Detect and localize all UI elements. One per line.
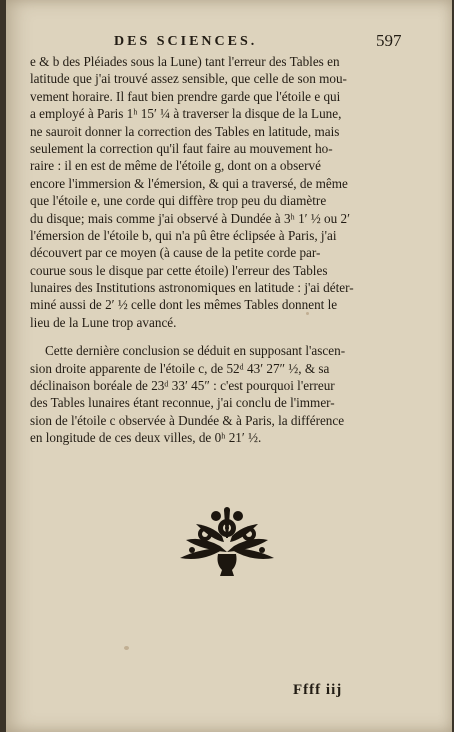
text-line: ne sauroit donner la correction des Tables en latitude, mais [30,123,340,139]
text-line: que l'étoile e, une corde qui diffère trop peu du diamètre [30,193,327,209]
text-line: du disque; mais comme j'ai observé à Dundée à 3ʰ 1′ ½ ou 2′ [30,210,351,226]
text-line: sion droite apparente de l'étoile c, de 52ᵈ 43′ 27″ ½, & sa [30,360,330,376]
text-line: e & b des Pléiades sous la Lune) tant l'erreur des Tables en [30,54,340,69]
text-line: en longitude de ces deux villes, de 0ʰ 21′ ½. [30,430,262,446]
floral-vase-ornament-icon [172,506,282,578]
text-line: vement horaire. Il faut bien prendre garde que l'étoile e qui [30,88,341,104]
paragraph-2 [30,342,410,446]
text-line: courue sous le disque par cette étoile) l'erreur des Tables [30,262,328,278]
text-line: sion de l'étoile c observée à Dundée & à Paris, la différence [30,412,345,428]
text-line: des Tables lunaires étant reconnue, j'ai conclu de l'immer- [30,395,335,411]
text-line: lieu de la Lune trop avancé. [30,314,177,330]
paragraph-1 [30,53,410,331]
text-line: lunaires des Institutions astronomiques en latitude : j'ai déter- [30,280,354,296]
text-line: encore l'immersion & l'émersion, & qui a traversé, de même [30,175,348,191]
body-text [30,53,410,447]
text-line: raire : il en est de même de l'étoile g, dont on a observé [30,158,321,174]
book-page [6,0,452,732]
running-head: DES SCIENCES. [114,34,258,49]
foxing-spot [124,646,129,650]
page-number: 597 [376,31,402,50]
text-line: latitude que j'ai trouvé assez sensible, que celle de son mou- [30,71,347,87]
text-line: seulement la correction qu'il faut faire au mouvement ho- [30,140,333,156]
paragraph-gap [30,331,410,342]
text-line: a employé à Paris 1ʰ 15′ ¼ à traverser la disque de la Lune, [30,106,342,122]
text-line: déclinaison boréale de 23ᵈ 33′ 45″ : c'est pourquoi l'erreur [30,378,335,394]
signature-mark: Ffff iij [293,682,343,698]
text-line: Cette dernière conclusion se déduit en supposant l'ascen- [45,343,346,359]
text-line: découvert par ce moyen (à cause de la petite corde par- [30,245,321,261]
text-line: l'émersion de l'étoile b, qui n'a pû être éclipsée à Paris, j'ai [30,227,337,243]
text-line: miné aussi de 2′ ½ celle dont les mêmes Tables donnent le [30,297,338,313]
